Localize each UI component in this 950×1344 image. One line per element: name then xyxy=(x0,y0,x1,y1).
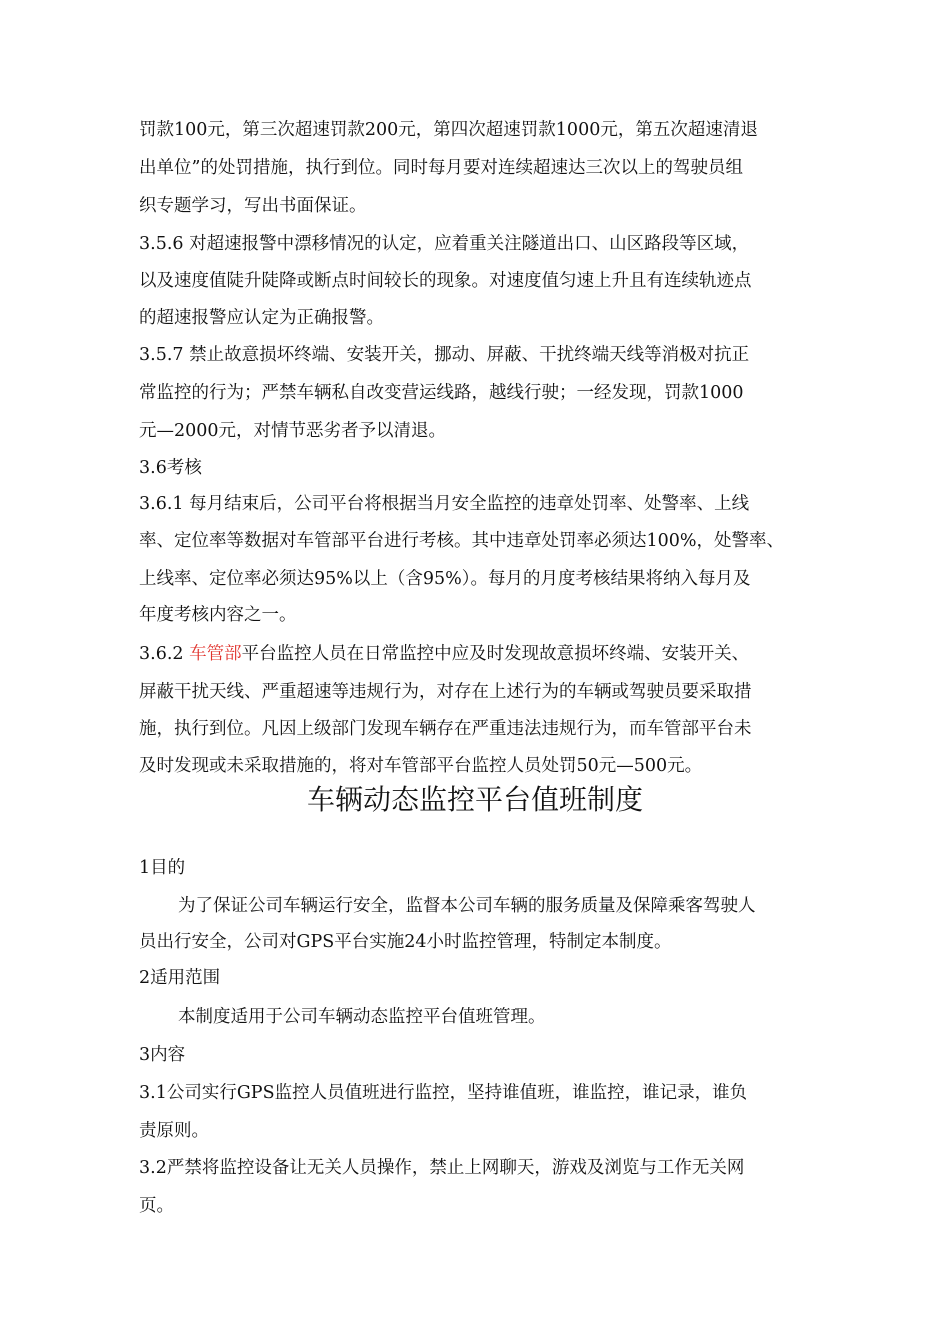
clause-3-6-1: 3.6.1 每月结束后，公司平台将根据当月安全监控的违章处罚率、处警率、上线 xyxy=(139,494,750,514)
clause-3-6-2 xyxy=(139,642,749,666)
text-line: 的超速报警应认定为正确报警。 xyxy=(139,308,384,328)
highlighted-text: 车管部 xyxy=(189,644,242,664)
text-line: 员出行安全，公司对GPS平台实施24小时监控管理，特制定本制度。 xyxy=(139,932,672,952)
text-line: 以及速度值陡升陡降或断点时间较长的现象。对速度值匀速上升且有连续轨迹点 xyxy=(139,271,752,291)
text-line: 织专题学习，写出书面保证。 xyxy=(139,196,367,216)
text-line: 责原则。 xyxy=(139,1121,209,1141)
heading-1: 1目的 xyxy=(139,858,186,878)
paragraph-purpose: 为了保证公司车辆运行安全，监督本公司车辆的服务质量及保障乘客驾驶人 xyxy=(178,896,756,916)
text-line: 出单位”的处罚措施，执行到位。同时每月要对连续超速达三次以上的驾驶员组 xyxy=(139,158,743,178)
text-line: 上线率、定位率必须达95%以上（含95%）。每月的月度考核结果将纳入每月及 xyxy=(139,569,751,589)
clause-number: 3.6.2 xyxy=(139,644,190,664)
text-line: 年度考核内容之一。 xyxy=(139,605,297,625)
clause-3-2: 3.2严禁将监控设备让无关人员操作，禁止上网聊天，游戏及浏览与工作无关网 xyxy=(139,1158,745,1178)
text-line: 页。 xyxy=(139,1196,174,1216)
heading-2: 2适用范围 xyxy=(139,968,221,988)
heading-3-6: 3.6考核 xyxy=(139,458,202,478)
document-title: 车辆动态监控平台值班制度 xyxy=(306,783,643,816)
text-line: 率、定位率等数据对车管部平台进行考核。其中违章处罚率必须达100%，处警率、 xyxy=(139,531,785,551)
clause-3-1: 3.1公司实行GPS监控人员值班进行监控，坚持谁值班，谁监控，谁记录，谁负 xyxy=(139,1083,748,1103)
paragraph-scope: 本制度适用于公司车辆动态监控平台值班管理。 xyxy=(178,1007,546,1027)
text-line: 常监控的行为；严禁车辆私自改变营运线路，越线行驶；一经发现，罚款1000 xyxy=(139,383,744,403)
text-line: 施，执行到位。凡因上级部门发现车辆存在严重违法违规行为，而车管部平台未 xyxy=(139,719,752,739)
heading-3: 3内容 xyxy=(139,1045,186,1065)
text-line: 罚款100元，第三次超速罚款200元，第四次超速罚款1000元，第五次超速清退 xyxy=(139,120,758,140)
clause-3-5-6: 3.5.6 对超速报警中漂移情况的认定，应着重关注隧道出口、山区路段等区域， xyxy=(139,234,750,254)
clause-3-5-7: 3.5.7 禁止故意损坏终端、安装开关，挪动、屏蔽、干扰终端天线等消极对抗正 xyxy=(139,345,750,365)
text-line: 及时发现或未采取措施的，将对车管部平台监控人员处罚50元—500元。 xyxy=(139,756,703,776)
clause-text: 平台监控人员在日常监控中应及时发现故意损坏终端、安装开关、 xyxy=(241,644,750,664)
text-line: 屏蔽干扰天线、严重超速等违规行为，对存在上述行为的车辆或驾驶员要采取措 xyxy=(139,682,752,702)
text-line: 元—2000元，对情节恶劣者予以清退。 xyxy=(139,421,447,441)
